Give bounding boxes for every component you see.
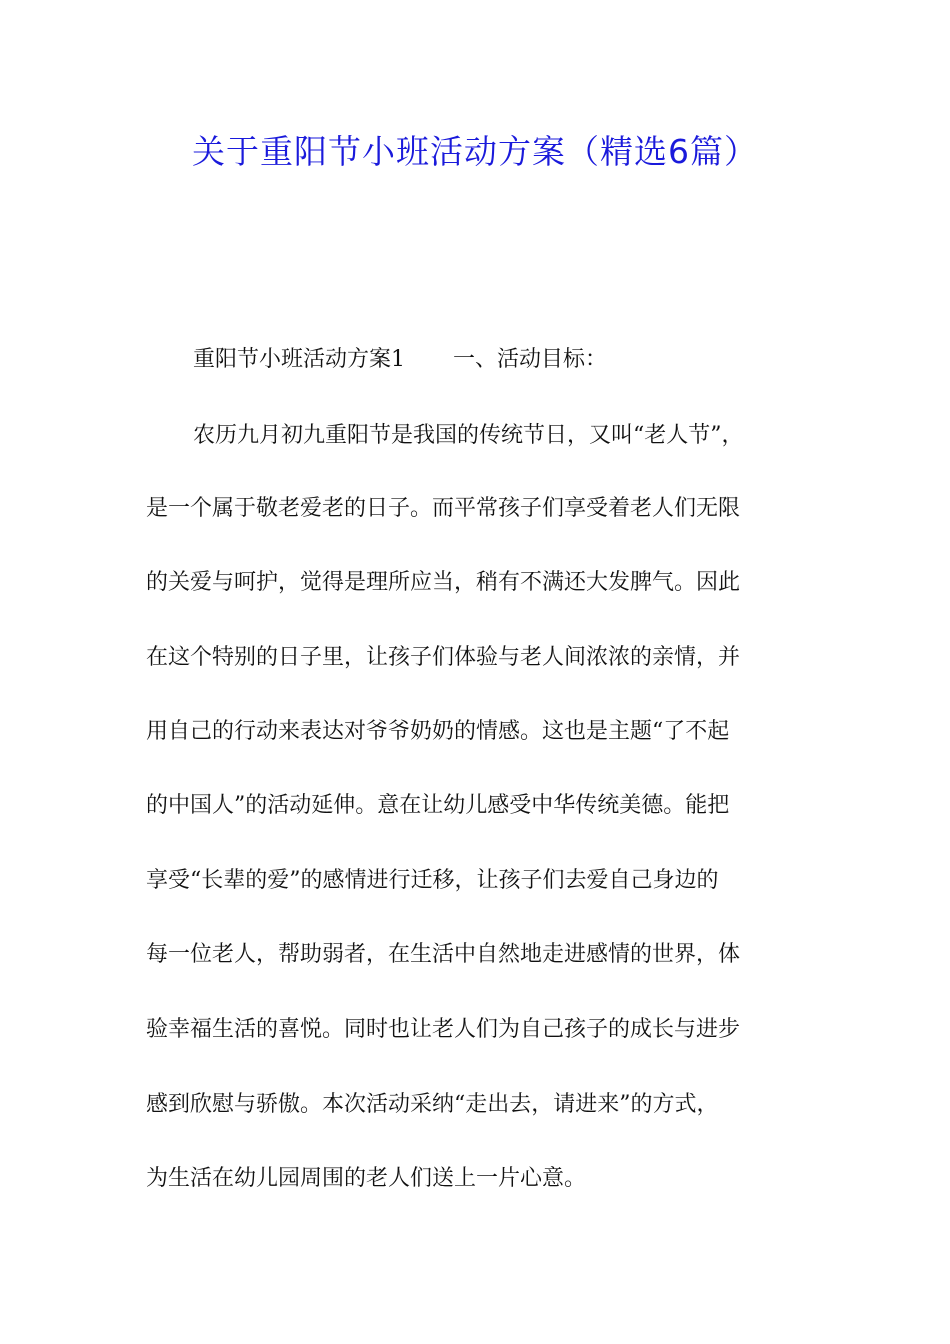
paragraph-line: 的关爱与呵护，觉得是理所应当，稍有不满还大发脾气。因此 [146,570,741,595]
paragraph-line: 农历九月初九重阳节是我国的传统节日，又叫“老人节”， [193,423,744,448]
paragraph-line: 验幸福生活的喜悦。同时也让老人们为自己孩子的成长与进步 [146,1017,741,1042]
document-title: 关于重阳节小班活动方案（精选6篇） [192,132,758,171]
paragraph-line: 在这个特别的日子里，让孩子们体验与老人间浓浓的亲情，并 [146,645,741,670]
paragraph-line: 感到欣慰与骄傲。本次活动采纳“走出去，请进来”的方式， [146,1092,719,1117]
paragraph-line: 是一个属于敬老爱老的日子。而平常孩子们享受着老人们无限 [146,496,741,521]
section-heading-line [193,345,863,375]
section-heading: 重阳节小班活动方案1 [193,347,405,372]
paragraph-line: 的中国人”的活动延伸。意在让幼儿感受中华传统美德。能把 [146,793,730,818]
subheading: 一、活动目标： [453,347,608,372]
paragraph-line: 为生活在幼儿园周围的老人们送上一片心意。 [146,1166,587,1191]
paragraph-line: 享受“长辈的爱”的感情进行迁移，让孩子们去爱自己身边的 [146,868,719,893]
paragraph-line: 每一位老人，帮助弱者，在生活中自然地走进感情的世界，体 [146,942,741,967]
paragraph-line: 用自己的行动来表达对爷爷奶奶的情感。这也是主题“了不起 [146,719,730,744]
